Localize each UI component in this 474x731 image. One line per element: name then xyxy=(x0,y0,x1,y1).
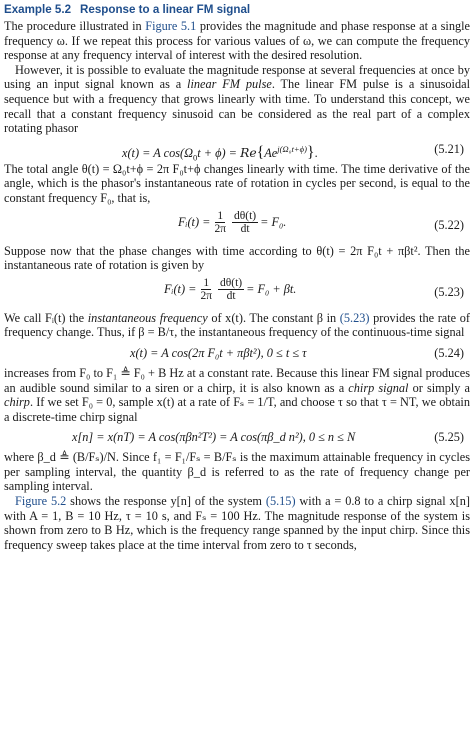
equation-number: (5.21) xyxy=(434,141,464,156)
example-label: Example 5.2 xyxy=(4,3,72,16)
eq-lhs: x(t) = A cos(Ω xyxy=(122,145,194,160)
eq-re: Re xyxy=(240,145,257,160)
equation-5-21 xyxy=(4,136,470,162)
eq-exponent: j(Ω₀t+ϕ) xyxy=(277,143,307,154)
equation-number: (5.22) xyxy=(434,217,464,232)
equation-body: x[n] = x(nT) = A cos(πβn²T²) = A cos(πβ_d n²), 0 ≤ n ≤ N xyxy=(72,430,356,445)
eq-phasor: Ae xyxy=(264,145,278,160)
fraction xyxy=(198,277,214,302)
equation-number: (5.23) xyxy=(434,284,464,299)
paragraph-4: Suppose now that the phase changes with time according to θ(t) = 2π F₀t + πβt². Then the instantaneous rate of rotation is given by xyxy=(4,243,470,273)
figure-link[interactable]: Figure 5.2 xyxy=(15,494,67,509)
eq-lhs: Fᵢ(t) = xyxy=(164,282,197,297)
text-run: provides the rate of frequency change. Thus, if β = B/τ, the instantaneous frequency of the continuous-time signal xyxy=(4,310,470,340)
text-run: . The linear FM pulse is a sinusoidal sequence but with a frequency that grows linearly with time. To understand this concept, we recall that a constant frequency sinusoid can be considered as the real part of a complex rotating phasor xyxy=(4,77,470,136)
paragraph-5 xyxy=(4,311,470,340)
text-run: shows the response y[n] of the system xyxy=(66,494,266,509)
text-run: . If we set F₀ = 0, sample x(t) at a rate of Fₛ = 1/T, and choose τ so that τ = NT, we obtain a discrete-time chirp signal xyxy=(4,395,470,424)
eq-brace-open: { xyxy=(256,143,265,161)
text-run: with a = 0.8 to a chirp signal x[n] with A = 1, B = 10 Hz, τ = 10 s, and Fₛ = 100 Hz. The magnitude response of the system is shown from zero to B Hz, which is the frequency range spanned by the input chirp. Since this frequency sweep takes place at the time interval from zero to τ seconds, xyxy=(4,494,470,552)
equation-body xyxy=(178,210,286,235)
figure-link[interactable]: Figure 5.1 xyxy=(145,19,197,33)
equation-body: x(t) = A cos(2π F₀t + πβt²), 0 ≤ t ≤ τ xyxy=(130,345,307,360)
emphasis-term: chirp xyxy=(4,395,30,410)
fraction-numerator: 1 xyxy=(203,276,210,289)
text-run: provides the magnitude and phase response at a single frequency ω. If we repeat this process for various values of ω, we can compute the frequency response at any frequency interval of interest with the desired resolution. xyxy=(4,19,470,63)
text-run: The procedure illustrated in xyxy=(4,19,146,33)
paragraph-6 xyxy=(4,366,470,424)
eq-brace-close: } xyxy=(306,143,315,161)
example-title: Response to a linear FM signal xyxy=(80,3,251,16)
equation-5-23 xyxy=(4,273,470,311)
equation-body xyxy=(164,277,296,302)
equation-number: (5.25) xyxy=(434,430,464,445)
fraction-numerator: dθ(t) xyxy=(220,276,243,289)
text-run: We call Fᵢ(t) the xyxy=(4,310,88,325)
text-run: or simply a xyxy=(408,380,471,395)
equation-link[interactable]: (5.23) xyxy=(339,310,370,325)
fraction xyxy=(218,277,244,302)
fraction-numerator: 1 xyxy=(217,209,224,222)
paragraph-1 xyxy=(4,19,470,63)
eq-dot: . xyxy=(314,145,318,160)
paragraph-8 xyxy=(4,494,470,552)
equation-5-24 xyxy=(4,340,470,366)
fraction-denominator: dt xyxy=(240,222,250,235)
equation-5-25 xyxy=(4,424,470,450)
fraction-denominator: 2π xyxy=(214,222,226,235)
eq-mid: t + ϕ) = xyxy=(197,145,241,160)
emphasis-term: chirp signal xyxy=(348,380,409,395)
fraction-denominator: dt xyxy=(226,289,236,302)
text-run: of x(t). The constant β in xyxy=(207,310,340,325)
text-run: increases from F₀ to F₁ ≜ F₀ + B Hz at a constant rate. Because this linear FM signal produces an audible sound similar to a siren or a chirp, it is also known as a xyxy=(4,365,470,395)
equation-5-22 xyxy=(4,206,470,244)
emphasis-term: linear FM pulse xyxy=(187,77,272,92)
eq-rhs: = F₀ + βt. xyxy=(246,282,297,297)
example-heading xyxy=(4,2,470,17)
equation-number: (5.24) xyxy=(434,345,464,360)
paragraph-7: where β_d ≜ (B/Fₛ)/N. Since f₁ = F₁/Fₛ = B/Fₛ is the maximum attainable frequency in cycles per sampling interval, the quantity β_d is referred to as the rate of frequency change per sampling interval. xyxy=(4,450,470,494)
text-run: However, it is possible to evaluate the magnitude response at several frequencies at once by using an input signal known as a xyxy=(4,62,470,92)
paragraph-3: The total angle θ(t) = Ω₀t+ϕ = 2π F₀t+ϕ changes linearly with time. The time derivative of the angle, which is the phasor's instantaneous rate of rotation in cycles per second, is equal to the constant frequency F₀, that is, xyxy=(4,161,470,205)
fraction-numerator: dθ(t) xyxy=(234,209,257,222)
paragraph-2 xyxy=(4,63,470,136)
fraction-denominator: 2π xyxy=(200,289,212,302)
fraction xyxy=(232,210,258,235)
equation-link[interactable]: (5.15) xyxy=(265,494,296,509)
emphasis-term: instantaneous frequency xyxy=(87,310,208,325)
fraction xyxy=(212,210,228,235)
equation-body: x(t) = A $\cos(\Omega_0t + \phi) = Re\{Ae^{j(\Omega_0t+\phi)}\}$. xyxy=(122,143,318,163)
eq-rhs: = F₀. xyxy=(260,215,287,230)
eq-lhs: Fᵢ(t) = xyxy=(178,215,211,230)
